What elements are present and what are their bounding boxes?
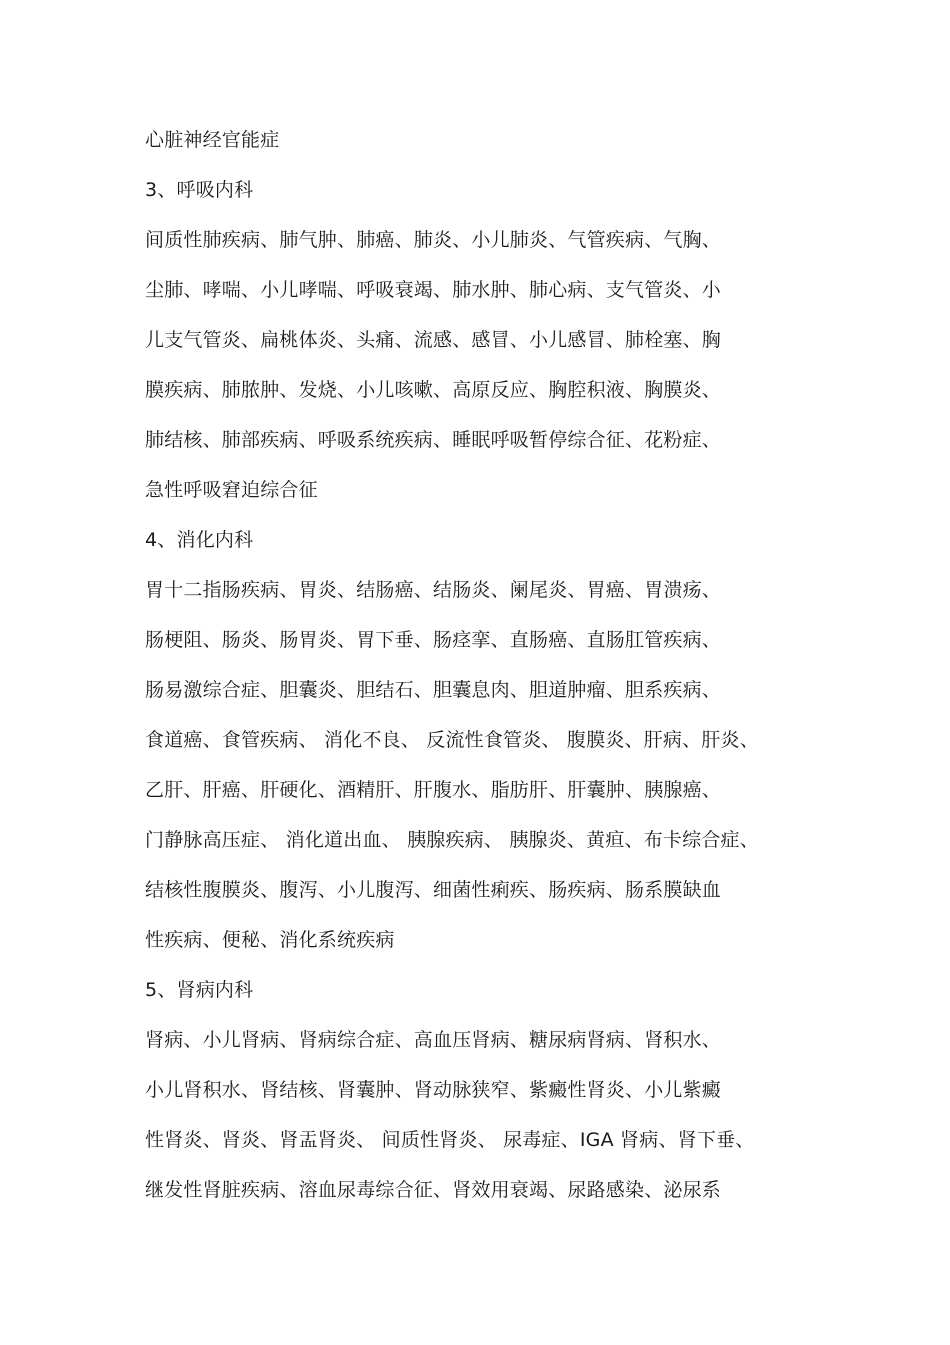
text-line: 心脏神经官能症 <box>145 129 280 151</box>
text-line: 继发性肾脏疾病、溶血尿毒综合征、肾效用衰竭、尿路感染、泌尿系 <box>145 1179 722 1201</box>
section-heading-nephrology: 5、肾病内科 <box>145 979 254 1001</box>
text-line: 肺结核、肺部疾病、呼吸系统疾病、睡眠呼吸暂停综合征、花粉症、 <box>145 429 722 451</box>
text-line: 儿支气管炎、扁桃体炎、头痛、流感、感冒、小儿感冒、肺栓塞、胸 <box>145 329 722 351</box>
section-heading-respiratory: 3、呼吸内科 <box>145 179 254 201</box>
section-heading-digestive: 4、消化内科 <box>145 529 254 551</box>
document-body <box>145 122 825 1222</box>
text-line: 间质性肺疾病、肺气肿、肺癌、肺炎、小儿肺炎、气管疾病、气胸、 <box>145 229 722 251</box>
text-line: 乙肝、肝癌、肝硬化、酒精肝、肝腹水、脂肪肝、肝囊肿、胰腺癌、 <box>145 779 722 801</box>
text-line: 门静脉高压症、 消化道出血、 胰腺疾病、 胰腺炎、黄疸、布卡综合症、 <box>145 829 759 851</box>
text-line: 尘肺、哮喘、小儿哮喘、呼吸衰竭、肺水肿、肺心病、支气管炎、小 <box>145 279 722 301</box>
text-line: 急性呼吸窘迫综合征 <box>145 479 318 501</box>
text-line: 食道癌、食管疾病、 消化不良、 反流性食管炎、 腹膜炎、肝病、肝炎、 <box>145 729 759 751</box>
text-line: 肠易激综合症、胆囊炎、胆结石、胆囊息肉、胆道肿瘤、胆系疾病、 <box>145 679 722 701</box>
text-line: 膜疾病、肺脓肿、发烧、小儿咳嗽、高原反应、胸腔积液、胸膜炎、 <box>145 379 722 401</box>
text-line: 性肾炎、肾炎、肾盂肾炎、 间质性肾炎、 尿毒症、IGA 肾病、肾下垂、 <box>145 1129 755 1151</box>
text-line: 结核性腹膜炎、腹泻、小儿腹泻、细菌性痢疾、肠疾病、肠系膜缺血 <box>145 879 722 901</box>
text-line: 小儿肾积水、肾结核、肾囊肿、肾动脉狭窄、紫癜性肾炎、小儿紫癜 <box>145 1079 722 1101</box>
text-line: 肠梗阻、肠炎、肠胃炎、胃下垂、肠痉挛、直肠癌、直肠肛管疾病、 <box>145 629 722 651</box>
text-line: 肾病、小儿肾病、肾病综合症、高血压肾病、糖尿病肾病、肾积水、 <box>145 1029 722 1051</box>
text-line: 性疾病、便秘、消化系统疾病 <box>145 929 395 951</box>
text-line: 胃十二指肠疾病、胃炎、结肠癌、结肠炎、阑尾炎、胃癌、胃溃疡、 <box>145 579 722 601</box>
